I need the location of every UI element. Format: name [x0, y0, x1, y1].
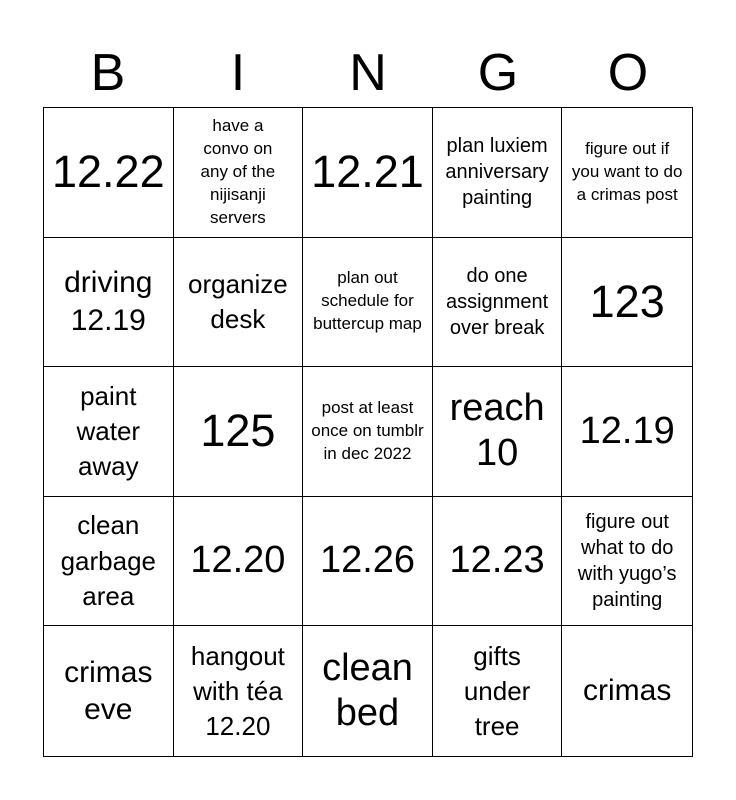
bingo-cell[interactable] — [562, 497, 692, 627]
cell-text: crimas — [583, 674, 672, 708]
bingo-cell[interactable] — [174, 626, 304, 756]
bingo-cell[interactable] — [44, 367, 174, 497]
bingo-cell[interactable] — [174, 497, 304, 627]
cell-text: plan out schedule for buttercup map — [313, 268, 422, 334]
cell-text: 12.22 — [51, 146, 165, 198]
bingo-cell[interactable] — [433, 497, 563, 627]
cell-text: 125 — [200, 405, 276, 457]
header-letter-o: O — [607, 44, 649, 102]
cell-text: gifts under tree — [463, 640, 531, 741]
bingo-cell[interactable] — [174, 367, 304, 497]
bingo-cell[interactable] — [44, 238, 174, 368]
cell-text: post at least once on tumblr in dec 2022 — [311, 398, 424, 463]
cell-text: figure out if you want to do a crimas post — [571, 138, 683, 204]
cell-text: driving 12.19 — [64, 266, 153, 337]
bingo-cell[interactable] — [433, 108, 563, 238]
header-letter-g: G — [477, 44, 519, 102]
cell-text: crimas eve — [64, 655, 153, 727]
cell-text: 12.19 — [579, 409, 675, 452]
bingo-cell[interactable] — [433, 238, 563, 368]
cell-text: clean garbage area — [60, 510, 156, 611]
cell-text: 12.21 — [311, 146, 424, 198]
bingo-cell[interactable] — [44, 497, 174, 627]
bingo-cell[interactable] — [44, 626, 174, 756]
cell-text: organize desk — [188, 268, 288, 334]
header-letter-b: B — [90, 44, 126, 102]
cell-text: 123 — [589, 275, 665, 327]
bingo-cell[interactable] — [303, 497, 433, 627]
cell-text: 12.26 — [319, 539, 416, 582]
cell-text: 12.20 — [190, 539, 286, 582]
bingo-cell[interactable] — [433, 626, 563, 756]
bingo-cell[interactable] — [562, 108, 692, 238]
bingo-header — [43, 40, 693, 106]
bingo-cell[interactable] — [303, 108, 433, 238]
bingo-cell[interactable] — [303, 238, 433, 368]
bingo-cell[interactable] — [303, 367, 433, 497]
cell-text: 12.23 — [449, 539, 545, 582]
cell-text: do one assignment over break — [445, 264, 549, 339]
cell-text: figure out what to do with yugo’s painting — [577, 511, 677, 612]
header-letter-i: I — [230, 44, 246, 102]
bingo-cell[interactable] — [44, 108, 174, 238]
bingo-board — [43, 107, 693, 757]
cell-text: hangout with téa 12.20 — [190, 640, 285, 741]
bingo-cell[interactable] — [303, 626, 433, 756]
cell-text: clean bed — [322, 646, 413, 735]
bingo-cell[interactable] — [174, 238, 304, 368]
bingo-cell[interactable] — [562, 238, 692, 368]
header-letter-n: N — [349, 44, 387, 102]
cell-text: plan luxiem anniversary painting — [445, 135, 549, 210]
cell-text: reach 10 — [449, 386, 545, 475]
bingo-cell[interactable] — [562, 626, 692, 756]
bingo-cell[interactable] — [433, 367, 563, 497]
cell-text: paint water away — [76, 380, 141, 482]
cell-text: have a convo on any of the nijisanji servers — [200, 115, 276, 227]
bingo-cell[interactable] — [562, 367, 692, 497]
bingo-cell[interactable] — [174, 108, 304, 238]
